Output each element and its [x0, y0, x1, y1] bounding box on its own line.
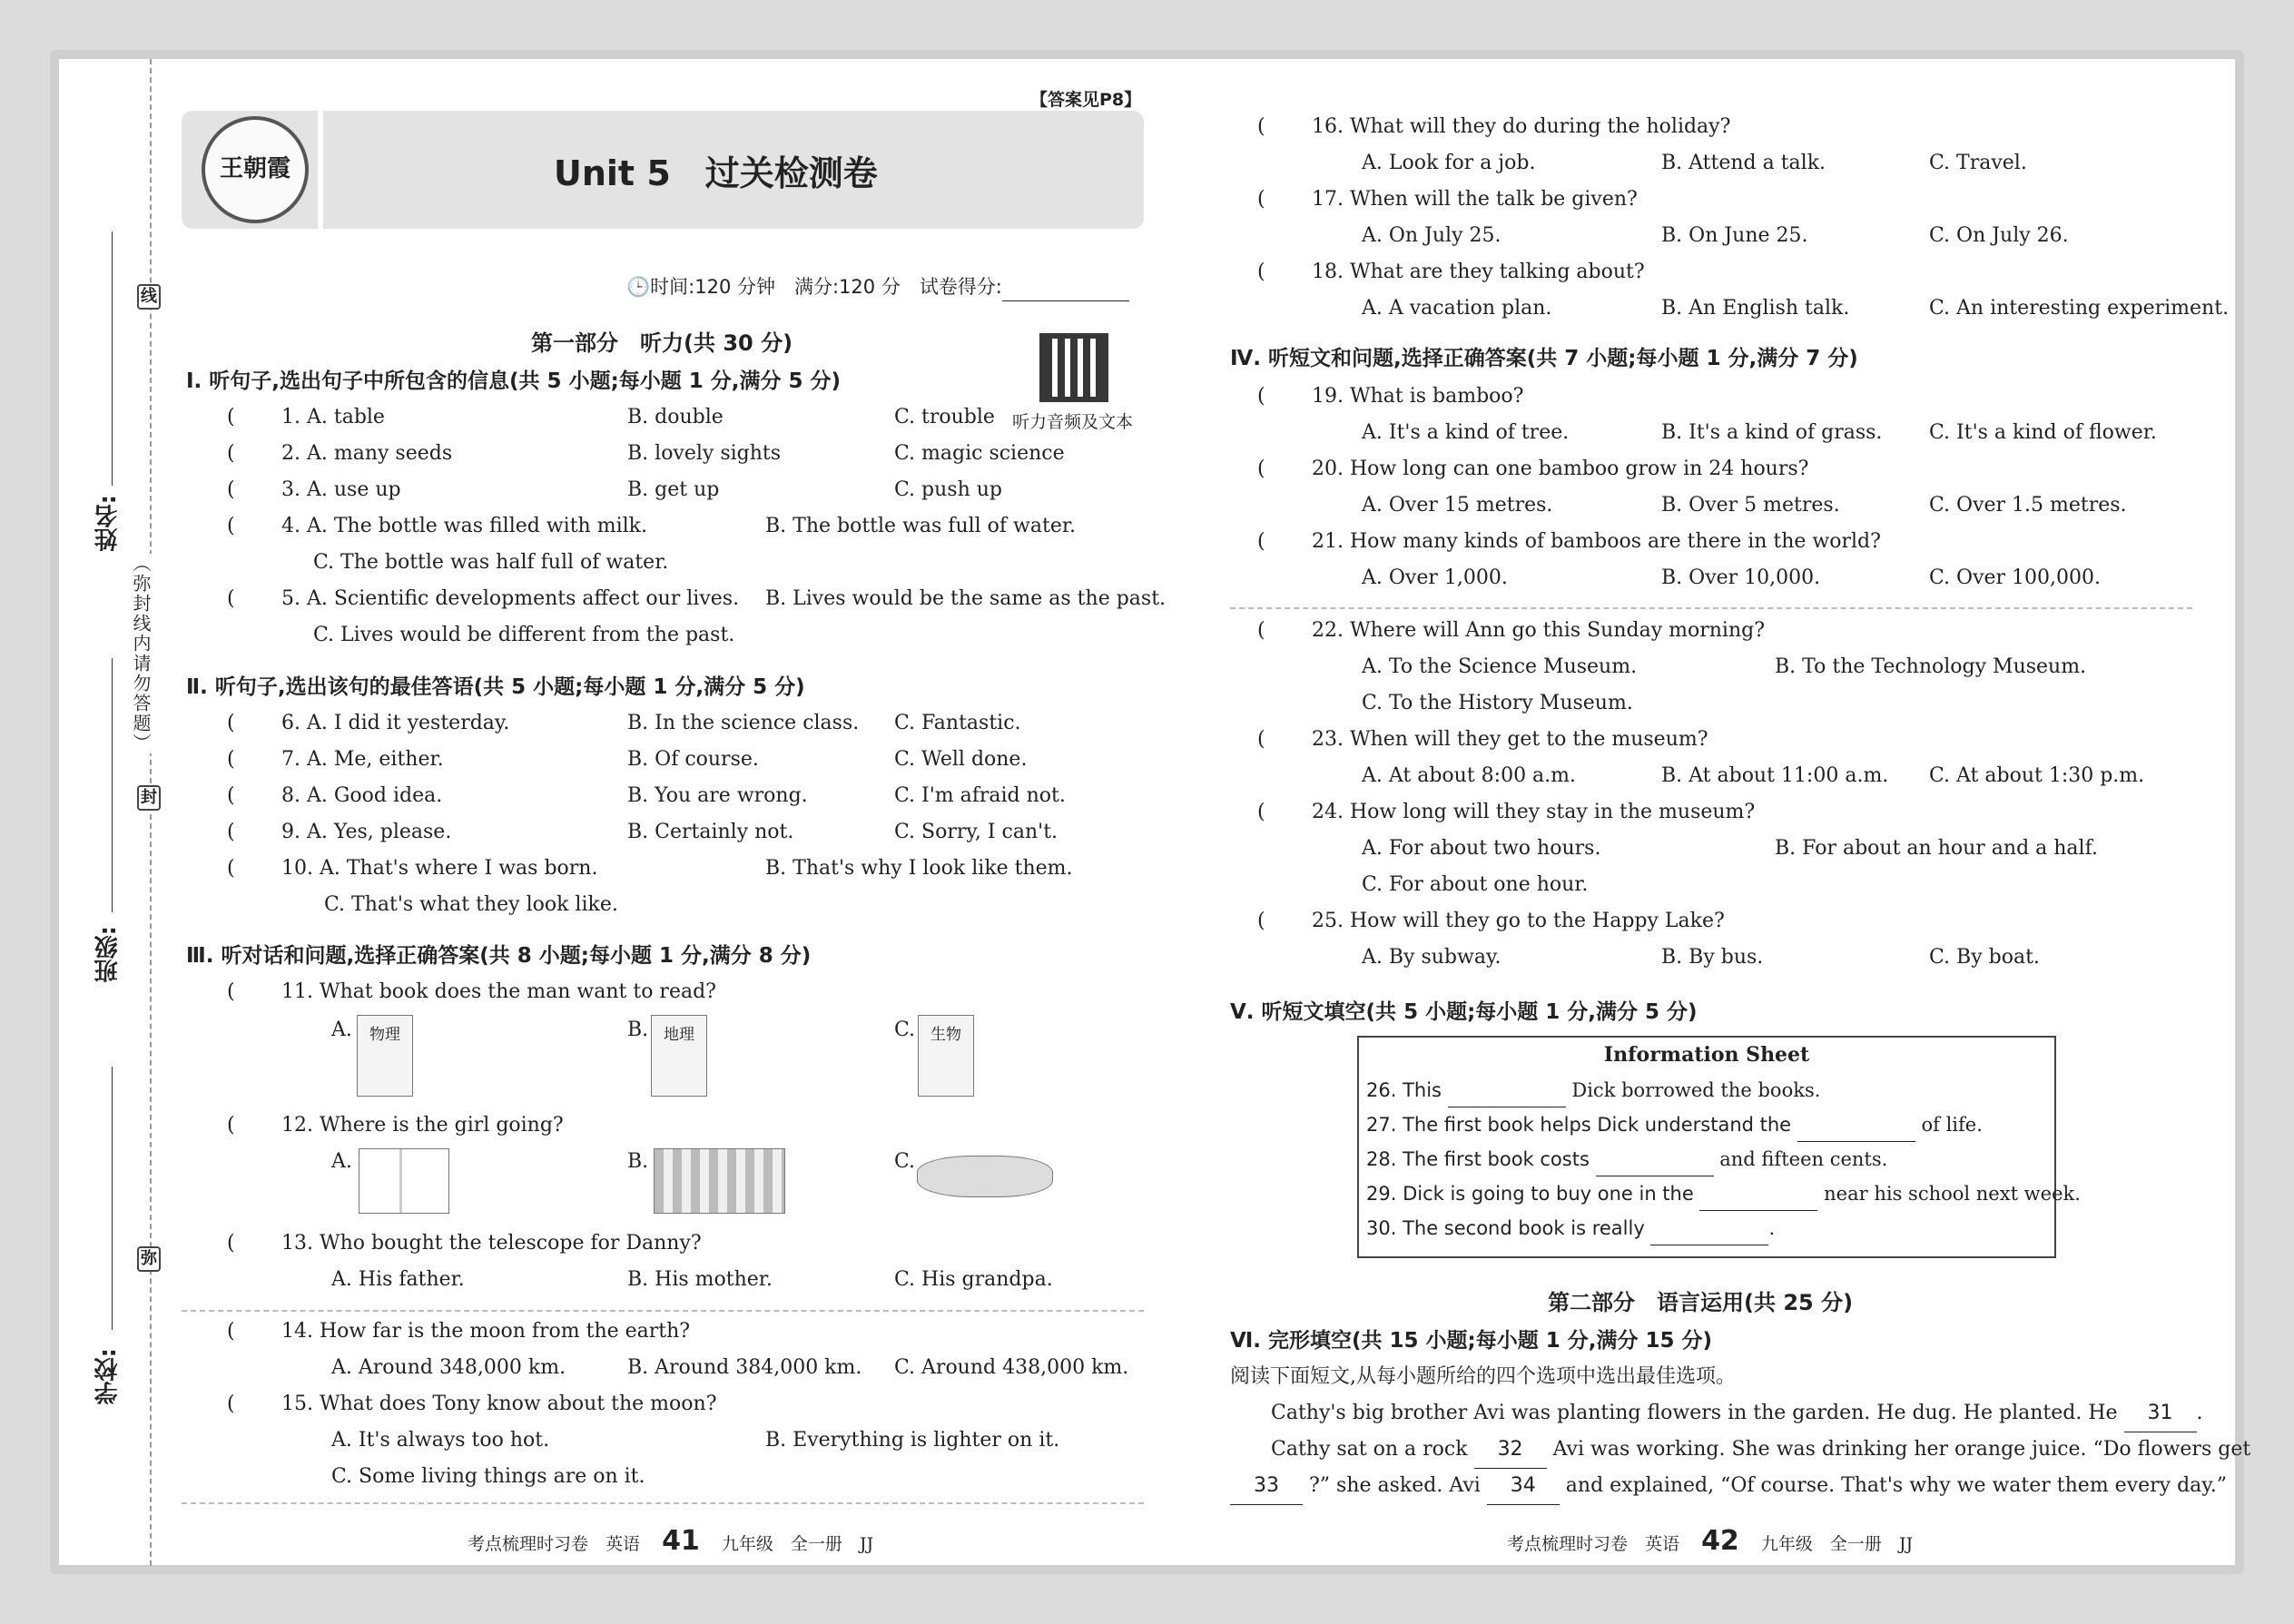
part2-heading: 第二部分 语言运用(共 25 分) — [1548, 1290, 1854, 1315]
q20-stem: 20. How long can one bamboo grow in 24 hours? — [1312, 458, 1809, 480]
q18-c[interactable]: C. An interesting experiment. — [1929, 297, 2230, 320]
q18-b[interactable]: B. An English talk. — [1661, 297, 1850, 320]
q4-c[interactable]: C. The bottle was half full of water. — [313, 551, 669, 574]
q11-c-biology-book-image[interactable]: 生物 — [918, 1015, 974, 1097]
q1-c[interactable]: C. trouble — [894, 406, 995, 428]
school-field[interactable] — [112, 1067, 113, 1330]
title-banner — [182, 111, 1144, 229]
blank-33[interactable]: 33 — [1230, 1468, 1303, 1505]
information-sheet — [1357, 1036, 2081, 1258]
q10-c[interactable]: C. That's what they look like. — [324, 893, 618, 916]
q20-b[interactable]: B. Over 5 metres. — [1661, 494, 1840, 517]
q7-b[interactable]: B. Of course. — [627, 748, 759, 771]
q13-b[interactable]: B. His mother. — [627, 1268, 773, 1291]
answer-reference: 【答案见P8】 — [1030, 90, 1142, 110]
q11-b-geography-book-image[interactable]: 地理 — [651, 1015, 707, 1097]
q10-b[interactable]: B. That's why I look like them. — [765, 857, 1073, 880]
cloze-line-1: Cathy's big brother Avi was planting flowers in the garden. He dug. He planted. He 31 . — [1271, 1395, 2203, 1432]
seal-mi: 弥 — [137, 1246, 161, 1272]
blank-32[interactable]: 32 — [1474, 1432, 1547, 1469]
info-line-30: 30. The second book is really . — [1366, 1212, 1775, 1245]
page-number-42: 42 — [1701, 1525, 1739, 1557]
blank-30[interactable] — [1650, 1212, 1768, 1245]
q24-b[interactable]: B. For about an hour and a half. — [1775, 837, 2098, 860]
q22-b[interactable]: B. To the Technology Museum. — [1775, 655, 2087, 678]
info-sheet-title: Information Sheet — [1603, 1043, 1810, 1067]
q15-stem: 15. What does Tony know about the moon? — [281, 1393, 717, 1415]
q24-stem: 24. How long will they stay in the museum? — [1312, 801, 1756, 823]
part1-heading: 第一部分 听力(共 30 分) — [531, 330, 793, 356]
class-label: 班级: — [94, 926, 122, 983]
footer-right: 考点梳理时习卷 英语 42 九年级 全一册 JJ — [1507, 1525, 1914, 1557]
seal-note: （弥封线内请勿答题） — [128, 554, 154, 753]
name-label: 姓名: — [94, 495, 122, 552]
q8-a[interactable]: 8. A. Good idea. — [281, 784, 443, 807]
footer-left: 考点梳理时习卷 英语 41 九年级 全一册 JJ — [468, 1525, 874, 1557]
q12-b-label: B. — [627, 1150, 649, 1173]
q9-c[interactable]: C. Sorry, I can't. — [894, 821, 1058, 843]
q9-a[interactable]: 9. A. Yes, please. — [281, 821, 452, 843]
section-6-heading: Ⅵ. 完形填空(共 15 小题;每小题 1 分,满分 15 分) — [1230, 1329, 1713, 1353]
q25-b[interactable]: B. By bus. — [1661, 946, 1764, 969]
q22-stem: 22. Where will Ann go this Sunday morning? — [1312, 619, 1766, 642]
q20-c[interactable]: C. Over 1.5 metres. — [1929, 494, 2127, 517]
blank-29[interactable] — [1699, 1177, 1817, 1211]
q23-a[interactable]: A. At about 8:00 a.m. — [1362, 764, 1577, 787]
name-field[interactable] — [112, 231, 113, 486]
q17-stem: 17. When will the talk be given? — [1312, 188, 1638, 211]
publisher-logo — [202, 116, 309, 223]
info-line-27: 27. The first book helps Dick understand the of life. — [1366, 1108, 1983, 1142]
q25-c[interactable]: C. By boat. — [1929, 946, 2040, 969]
exam-sheet: 姓名: 班级: 学校: 线 封 弥 （弥封线内请勿答题） 【答案见P8】 王朝霞 Unit 5 过关检测卷 🕒时间:120 分钟 满分:120 分 试卷得分: 听力音频及文本 第一部分 听力(共 30 分) Ⅰ. 听句子,选出句子中所包含的信息(共 5 小题;每小题 1 分,满分 5 分) ( 1. A. table B. double C. trouble ( 2. A. many seeds B. lovely sights C. magic science ( 3. A. use up B. get up C. push up ( 4. A. The bottle was filled with milk. B. The bottle was full of water. C. The bottle was half full of water. ( 5. A. Scientific developments affect our lives. B. Lives would be the same as the past. C. Lives would be different from the past. Ⅱ. 听句子,选出该句的最佳答语(共 5 小题;每小题 1 分,满分 5 分) ( 6. A. I did it yesterday. B. In the science class. C. Fantastic. ( 7. A. Me, either. B. Of course. C. Well done. ( 8. A. Good idea. B. You are wrong. C. I'm afraid not. ( 9. A. Yes, please. B. Certainly not. C. Sorry, I can't. ( 10. A. That's where I was born. B. That's why I look like them. C. That's what they look like. Ⅲ. 听对话和问题,选择正确答案(共 8 小题;每小题 1 分,满分 8 分) ( 11. What book does the man want to read? A. 物理 B. 地理 C. 生物 ( 12. Where is the girl going? A. B. C. ( 13. Who bought the telescope for Danny? A. His father. B. His mother. C. His grandpa. ( 14. How far is the moon from the earth? A. Around 348,000 km. B. Around 384,000 km. C. Around 438,000 km. ( 15. What does Tony know about the moon? A. It's always too hot. B. Everything is lighter on it. C. Some living things are on it. 考点梳理时习卷 英语 41 九年级 全一册 JJ ( 16. What will they do during the holiday? A. Look for a job. B. Attend a talk. C. Travel. ( 17. When will the talk be given? A. On July 25. B. On June 25. C. On July 26. ( 18. What are they talking about? A. A vacation plan. B. An English talk. C. An interesting experiment. Ⅳ. 听短文和问题,选择正确答案(共 7 小题;每小题 1 分,满分 7 分) ( 19. What is bamboo? A. It's a kind of tree. B. It's a kind of grass. C. It's a kind of flower. ( 20. How long can one bamboo grow in 24 hours? A. Over 15 metres. B. Over 5 metres. C. Over 1.5 metres. ( 21. How many kinds of bamboos are there in the world? A. Over 1,000. B. Over 10,000. C. Over 100,000. ( 22. Where will Ann go this Sunday morning? A. To the Science Museum. B. To the Technology Museum. C. To the History Museum. ( 23. When will they get to the museum? A. At about 8:00 a.m. B. At about 11:00 a.m. C. At about 1:30 p.m. ( 24. How long will they stay in the museum? A. For about two hours. B. For about an hour and a half. C. For about one hour. ( 25. How will they go to the Happy Lake? A. By subway. B. By bus. C. By boat. Ⅴ. 听短文填空(共 5 小题;每小题 1 分,满分 5 分) Information Sheet 26. This Dick borrowed the books. 27. The first book helps Dick understand the of life. 28. The first book costs and fifteen cents. 29. Dick is going to buy one in the near his school next week. 30. The second book is really . 第二部分 语言运用(共 25 分) Ⅵ. 完形填空(共 15 小题;每小题 1 分,满分 15 分) 阅读下面短文,从每小题所给的四个选项中选出最佳选项。 Cathy's big brother Avi was planting flowers in the garden. He dug. He planted. He 31 . Cathy sat on a rock 32 Avi was working. She was drinking her orange juice. “Do flowers get 33 ?” she asked. Avi 34 and explained, “Of course. That's why we water them every day.” 考点梳理时习卷 英语 42 九年级 全一册 JJ — [50, 50, 2244, 1574]
logo-text: 王朝霞 — [219, 155, 290, 182]
q3-a[interactable]: 3. A. use up — [281, 478, 401, 501]
q14-stem: 14. How far is the moon from the earth? — [281, 1320, 691, 1343]
q12-b-building-image[interactable] — [654, 1148, 785, 1214]
q23-b[interactable]: B. At about 11:00 a.m. — [1661, 764, 1889, 787]
q14-b[interactable]: B. Around 384,000 km. — [627, 1356, 862, 1379]
q18-stem: 18. What are they talking about? — [1312, 261, 1645, 283]
q5-b[interactable]: B. Lives would be the same as the past. — [765, 587, 1167, 610]
q8-b[interactable]: B. You are wrong. — [627, 784, 808, 807]
q2-c[interactable]: C. magic science — [894, 442, 1065, 465]
q17-b[interactable]: B. On June 25. — [1661, 224, 1808, 247]
q11-stem: 11. What book does the man want to read? — [281, 980, 716, 1003]
q12-a-label: A. — [331, 1150, 352, 1173]
q16-b[interactable]: B. Attend a talk. — [1661, 152, 1826, 174]
cloze-instruction: 阅读下面短文,从每小题所给的四个选项中选出最佳选项。 — [1230, 1365, 1736, 1388]
q19-a[interactable]: A. It's a kind of tree. — [1362, 421, 1570, 444]
q19-c[interactable]: C. It's a kind of flower. — [1929, 421, 2157, 444]
q22-a[interactable]: A. To the Science Museum. — [1362, 655, 1638, 678]
blank-27[interactable] — [1797, 1108, 1915, 1142]
q12-c-pool-image[interactable] — [917, 1156, 1053, 1197]
q5-c[interactable]: C. Lives would be different from the past. — [313, 624, 735, 646]
q14-c[interactable]: C. Around 438,000 km. — [894, 1356, 1129, 1379]
school-label: 学校: — [94, 1348, 122, 1405]
score-field[interactable] — [1002, 273, 1129, 301]
q16-c[interactable]: C. Travel. — [1929, 152, 2027, 174]
exam-meta: 🕒时间:120 分钟 满分:120 分 试卷得分: — [626, 273, 1129, 301]
q21-c[interactable]: C. Over 100,000. — [1929, 566, 2101, 589]
q17-c[interactable]: C. On July 26. — [1929, 224, 2069, 247]
qr-caption: 听力音频及文本 — [1012, 412, 1134, 432]
q9-b[interactable]: B. Certainly not. — [627, 821, 794, 843]
section-4-heading: Ⅳ. 听短文和问题,选择正确答案(共 7 小题;每小题 1 分,满分 7 分) — [1230, 347, 1858, 370]
q17-a[interactable]: A. On July 25. — [1362, 224, 1501, 247]
q15-b[interactable]: B. Everything is lighter on it. — [765, 1429, 1060, 1452]
q15-c[interactable]: C. Some living things are on it. — [331, 1465, 645, 1488]
q1-a[interactable]: 1. A. table — [281, 406, 385, 428]
seal-feng: 封 — [137, 785, 161, 811]
q20-a[interactable]: A. Over 15 metres. — [1362, 494, 1553, 517]
q21-stem: 21. How many kinds of bamboos are there in the world? — [1312, 530, 1881, 553]
q11-a-label: A. — [331, 1019, 352, 1041]
q25-stem: 25. How will they go to the Happy Lake? — [1312, 910, 1725, 932]
q3-c[interactable]: C. push up — [894, 478, 1002, 501]
q23-c[interactable]: C. At about 1:30 p.m. — [1929, 764, 2145, 787]
blank-26[interactable] — [1448, 1074, 1566, 1107]
q6-a[interactable]: 6. A. I did it yesterday. — [281, 712, 510, 734]
q13-c[interactable]: C. His grandpa. — [894, 1268, 1053, 1291]
q15-a[interactable]: A. It's always too hot. — [331, 1429, 550, 1452]
class-field[interactable] — [112, 658, 113, 912]
q3-b[interactable]: B. get up — [627, 478, 720, 501]
q5-a[interactable]: 5. A. Scientific developments affect our lives. — [281, 587, 740, 610]
q6-c[interactable]: C. Fantastic. — [894, 712, 1021, 734]
q12-c-label: C. — [894, 1150, 916, 1173]
q11-c-label: C. — [894, 1019, 916, 1041]
q16-stem: 16. What will they do during the holiday? — [1312, 115, 1731, 138]
q13-stem: 13. Who bought the telescope for Danny? — [281, 1232, 702, 1255]
section-2-heading: Ⅱ. 听句子,选出该句的最佳答语(共 5 小题;每小题 1 分,满分 5 分) — [186, 675, 805, 699]
q7-a[interactable]: 7. A. Me, either. — [281, 748, 444, 771]
q22-c[interactable]: C. To the History Museum. — [1362, 692, 1633, 714]
blank-28[interactable] — [1596, 1143, 1714, 1176]
divider — [182, 1502, 1144, 1504]
q19-stem: 19. What is bamboo? — [1312, 385, 1524, 408]
q1-b[interactable]: B. double — [627, 406, 724, 428]
q2-b[interactable]: B. lovely sights — [627, 442, 782, 465]
q13-a[interactable]: A. His father. — [331, 1268, 465, 1291]
q11-b-label: B. — [627, 1019, 649, 1041]
info-line-29: 29. Dick is going to buy one in the near his school next week. — [1366, 1177, 2081, 1211]
cloze-line-3: 33 ?” she asked. Avi 34 and explained, “Of course. That's why we water them every day.” — [1230, 1468, 2227, 1505]
info-line-28: 28. The first book costs and fifteen cents. — [1366, 1143, 1887, 1176]
q21-a[interactable]: A. Over 1,000. — [1362, 566, 1508, 589]
info-line-26: 26. This Dick borrowed the books. — [1366, 1074, 1820, 1107]
q7-c[interactable]: C. Well done. — [894, 748, 1028, 771]
q23-stem: 23. When will they get to the museum? — [1312, 728, 1708, 751]
q16-a[interactable]: A. Look for a job. — [1362, 152, 1536, 174]
page-number-41: 41 — [662, 1525, 700, 1557]
section-3-heading: Ⅲ. 听对话和问题,选择正确答案(共 8 小题;每小题 1 分,满分 8 分) — [186, 944, 812, 968]
q12-a-room-image[interactable] — [359, 1148, 449, 1214]
q2-a[interactable]: 2. A. many seeds — [281, 442, 453, 465]
q25-a[interactable]: A. By subway. — [1362, 946, 1501, 969]
q4-a[interactable]: 4. A. The bottle was filled with milk. — [281, 515, 647, 537]
section-1-heading: Ⅰ. 听句子,选出句子中所包含的信息(共 5 小题;每小题 1 分,满分 5 分) — [186, 369, 842, 393]
divider — [182, 1310, 1144, 1312]
q10-a[interactable]: 10. A. That's where I was born. — [281, 857, 598, 880]
seal-xian: 线 — [137, 284, 161, 310]
exam-title: Unit 5 过关检测卷 — [554, 153, 878, 193]
q6-b[interactable]: B. In the science class. — [627, 712, 860, 734]
q18-a[interactable]: A. A vacation plan. — [1362, 297, 1552, 320]
divider — [1230, 607, 2192, 609]
q24-c[interactable]: C. For about one hour. — [1362, 873, 1589, 896]
blank-31[interactable]: 31 — [2124, 1395, 2197, 1432]
q19-b[interactable]: B. It's a kind of grass. — [1661, 421, 1883, 444]
q11-a-physics-book-image[interactable]: 物理 — [357, 1015, 413, 1097]
q14-a[interactable]: A. Around 348,000 km. — [331, 1356, 566, 1379]
blank-34[interactable]: 34 — [1487, 1468, 1560, 1505]
q4-b[interactable]: B. The bottle was full of water. — [765, 515, 1076, 537]
q24-a[interactable]: A. For about two hours. — [1362, 837, 1601, 860]
q8-c[interactable]: C. I'm afraid not. — [894, 784, 1066, 807]
q12-stem: 12. Where is the girl going? — [281, 1114, 564, 1137]
logo-divider — [318, 111, 323, 229]
cloze-line-2: Cathy sat on a rock 32 Avi was working. She was drinking her orange juice. “Do flowers get — [1271, 1432, 2250, 1469]
qr-code[interactable] — [1039, 333, 1108, 402]
section-5-heading: Ⅴ. 听短文填空(共 5 小题;每小题 1 分,满分 5 分) — [1230, 1000, 1698, 1024]
q21-b[interactable]: B. Over 10,000. — [1661, 566, 1821, 589]
